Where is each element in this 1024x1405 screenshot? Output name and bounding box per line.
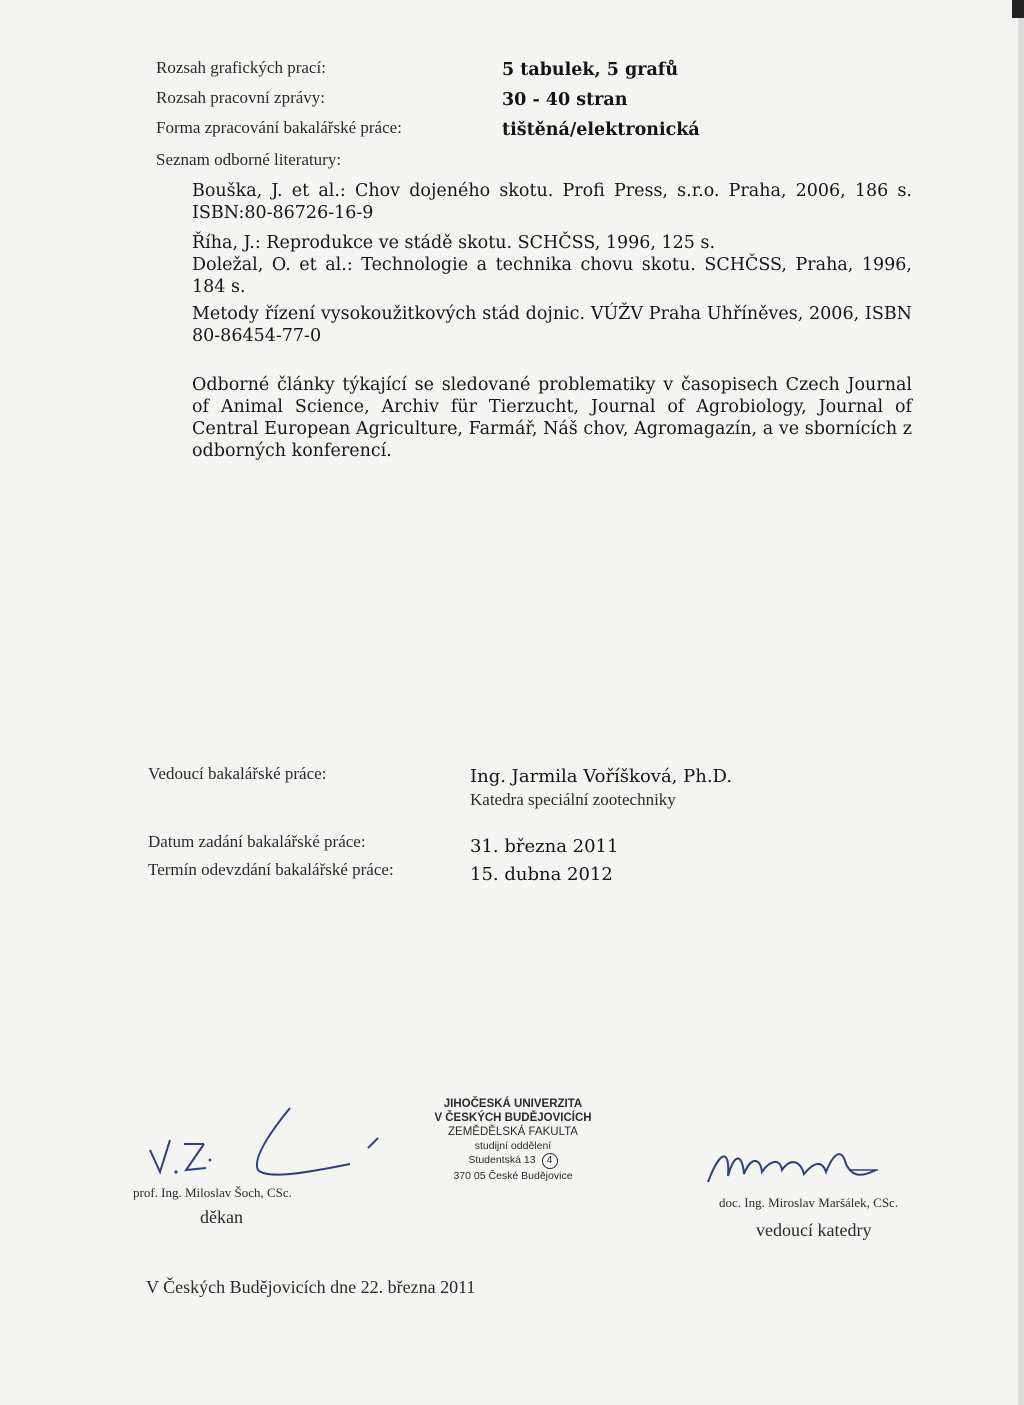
literature-item: Bouška, J. et al.: Chov dojeného skotu. Profi Press, s.r.o. Praha, 2006, 186 s. ISBN:80-86726-16-9 (192, 181, 912, 223)
dean-title: děkan (200, 1207, 243, 1227)
deadline-label: Termín odevzdání bakalářské práce: (148, 860, 394, 879)
dean-name: prof. Ing. Miloslav Šoch, CSc. (133, 1185, 292, 1200)
department-head-title: vedoucí katedry (756, 1220, 872, 1240)
scan-corner (1012, 0, 1024, 18)
department-head-name: doc. Ing. Miroslav Maršálek, CSc. (719, 1195, 899, 1210)
deadline-value: 15. dubna 2012 (470, 864, 613, 885)
graphics-scope-label: Rozsah grafických prací: (156, 58, 326, 77)
literature-item: Říha, J.: Reprodukce ve stádě skotu. SCHČSS, 1996, 125 s. (192, 233, 716, 253)
stamp-line: ZEMĚDĚLSKÁ FAKULTA (448, 1126, 578, 1138)
stamp-line: 370 05 České Budějovice (453, 1170, 573, 1182)
assigned-date-label: Datum zadání bakalářské práce: (148, 832, 366, 851)
stamp-address: Studentská 13 (468, 1154, 536, 1166)
thesis-form-label: Forma zpracování bakalářské práce: (156, 118, 402, 137)
scan-edge (1018, 0, 1024, 1405)
university-stamp (418, 1097, 608, 1183)
report-scope-value: 30 - 40 stran (502, 90, 628, 110)
stamp-line: studijní oddělení (474, 1140, 552, 1152)
stamp-line (418, 1153, 608, 1169)
place-and-date: V Českých Budějovicích dne 22. března 2011 (146, 1277, 476, 1297)
thesis-form-value: tištěná/elektronická (502, 120, 700, 140)
dean-signature (140, 1100, 400, 1190)
report-scope-label: Rozsah pracovní zprávy: (156, 88, 325, 107)
stamp-line: JIHOČESKÁ UNIVERZITA (443, 1098, 583, 1110)
supervisor-label: Vedoucí bakalářské práce: (148, 764, 327, 783)
literature-note: Odborné články týkající se sledované problematiky v časopisech Czech Journal of Animal Science, Archiv für Tierzucht, Journal of Agrobiology, Journal of Central European Agriculture, Farmář, Náš chov, Agromagazín, a ve sbornících z odborných konferencí. (192, 375, 912, 461)
graphics-scope-value: 5 tabulek, 5 grafů (502, 60, 679, 80)
literature-heading: Seznam odborné literatury: (156, 150, 342, 169)
literature-item: Metody řízení vysokoužitkových stád dojnic. VÚŽV Praha Uhříněves, 2006, ISBN 80-86454-77-0 (192, 304, 912, 346)
assigned-date-value: 31. března 2011 (470, 836, 619, 857)
stamp-line: V ČESKÝCH BUDĚJOVICÍCH (434, 1112, 592, 1124)
stamp-number: 4 (542, 1153, 558, 1169)
supervisor-department: Katedra speciální zootechniky (470, 790, 676, 809)
head-signature (700, 1140, 890, 1190)
literature-item: Doležal, O. et al.: Technologie a technika chovu skotu. SCHČSS, Praha, 1996, 184 s. (192, 255, 912, 297)
supervisor-name: Ing. Jarmila Voříšková, Ph.D. (470, 766, 733, 787)
